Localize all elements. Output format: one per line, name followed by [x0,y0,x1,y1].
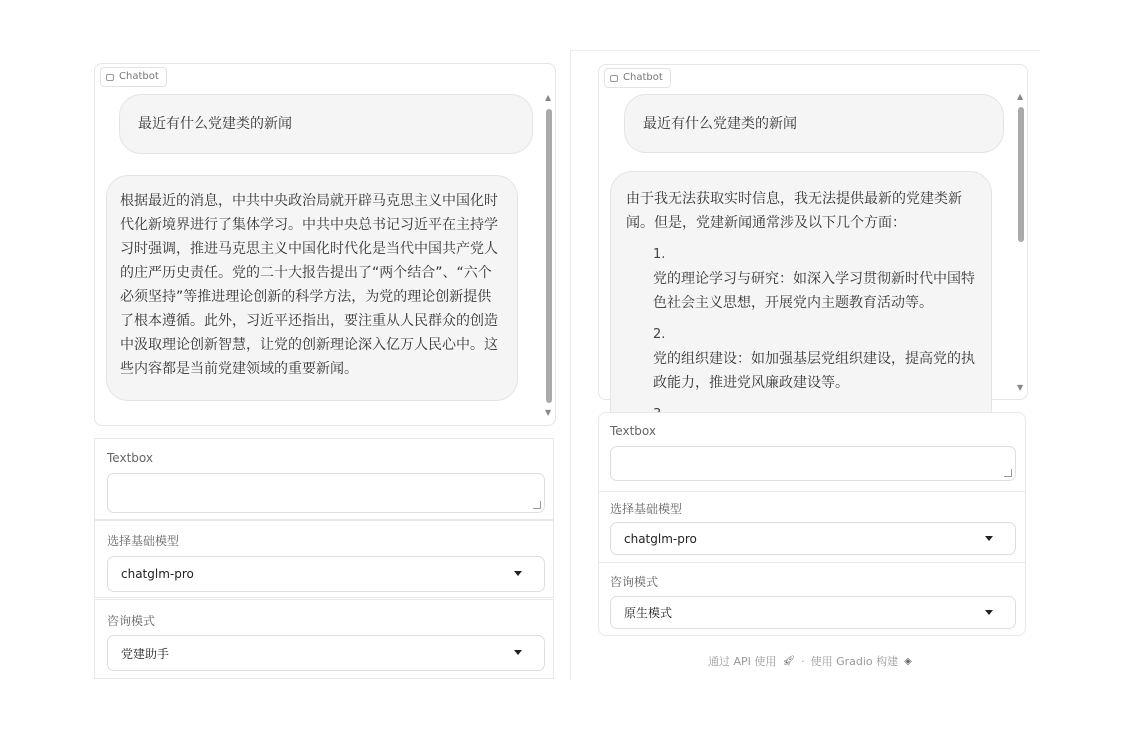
chevron-down-icon [514,571,522,576]
right-bot-message: 由于我无法获取实时信息，我无法提供最新的党建类新闻。但是，党建新闻通常涉及以下几个方面： 1. 党的理论学习与研究：如深入学习贯彻新时代中国特色社会主义思想，开展党内主题教育活动等。 2. 党的组织建设：如加强基层党组织建设，提高党的执政能力，推进党风廉政建设等。 [610,171,992,431]
chevron-down-icon [985,610,993,615]
right-textbox-label: Textbox [610,424,656,438]
right-mode-label: 咨询模式 [610,575,659,589]
gradio-link[interactable]: 使用 Gradio 构建 [810,655,899,668]
left-scrollbar-thumb[interactable] [546,109,552,403]
right-user-message: 最近有什么党建类的新闻 [624,94,1004,153]
chevron-down-icon [985,536,993,541]
left-model-label: 选择基础模型 [107,534,180,548]
right-scroll-up-icon[interactable]: ▲ [1017,92,1024,101]
footer [708,653,912,669]
left-chatbot [94,63,556,426]
resize-grip-icon[interactable] [1004,469,1012,477]
left-user-message: 最近有什么党建类的新闻 [119,94,533,154]
right-bot-list-item: 1. 党的理论学习与研究：如深入学习贯彻新时代中国特色社会主义思想，开展党内主题教育活动等。 [653,247,975,311]
gradio-logo-icon: ◈ [904,655,912,667]
left-textbox-label: Textbox [107,451,153,465]
right-model-block [598,491,1026,563]
right-bot-list-item: 2. 党的组织建设：如加强基层党组织建设，提高党的执政能力，推进党风廉政建设等。 [653,327,975,391]
column-divider [570,50,571,680]
chat-icon [610,75,618,82]
left-model-block [94,520,554,598]
right-textbox-input[interactable] [610,446,1016,481]
rocket-icon: 🚀︎ [782,655,796,667]
left-model-select[interactable]: chatglm-pro [107,556,545,592]
right-model-label: 选择基础模型 [610,502,683,516]
left-mode-block [94,599,554,679]
right-chatbot [598,64,1028,400]
left-textbox-input[interactable] [107,473,545,513]
left-chatbot-label: Chatbot [100,67,167,87]
left-mode-select[interactable]: 党建助手 [107,635,545,671]
right-mode-select[interactable]: 原生模式 [610,596,1016,629]
resize-grip-icon[interactable] [533,501,541,509]
right-textbox-block [598,412,1026,492]
chevron-down-icon [514,650,522,655]
api-link[interactable]: 通过 API 使用 [708,655,777,668]
left-mode-label: 咨询模式 [107,614,156,628]
left-scroll-down-icon[interactable]: ▼ [545,408,552,417]
right-mode-block [598,562,1026,636]
left-textbox-block [94,438,554,520]
right-model-select[interactable]: chatglm-pro [610,522,1016,555]
left-scroll-up-icon[interactable]: ▲ [545,93,552,102]
footer-separator: · [801,654,805,668]
right-scrollbar-thumb[interactable] [1018,107,1024,242]
right-scroll-down-icon[interactable]: ▼ [1017,383,1024,392]
right-chatbot-label: Chatbot [604,68,671,88]
left-bot-message: 根据最近的消息，中共中央政治局就开辟马克思主义中国化时代化新境界进行了集体学习。中共中央总书记习近平在主持学习时强调，推进马克思主义中国化时代化是当代中国共产党人的庄严历史责任。党的二十大报告提出了“两个结合”、“六个必须坚持”等推进理论创新的科学方法，为党的理论创新提供了根本遵循。此外，习近平还指出，要注重从人民群众的创造中汲取理论创新智慧，让党的创新理论深入亿万人民心中。这些内容都是当前党建领域的重要新闻。 [106,175,518,401]
chat-icon [106,74,114,81]
top-divider [570,50,1040,51]
